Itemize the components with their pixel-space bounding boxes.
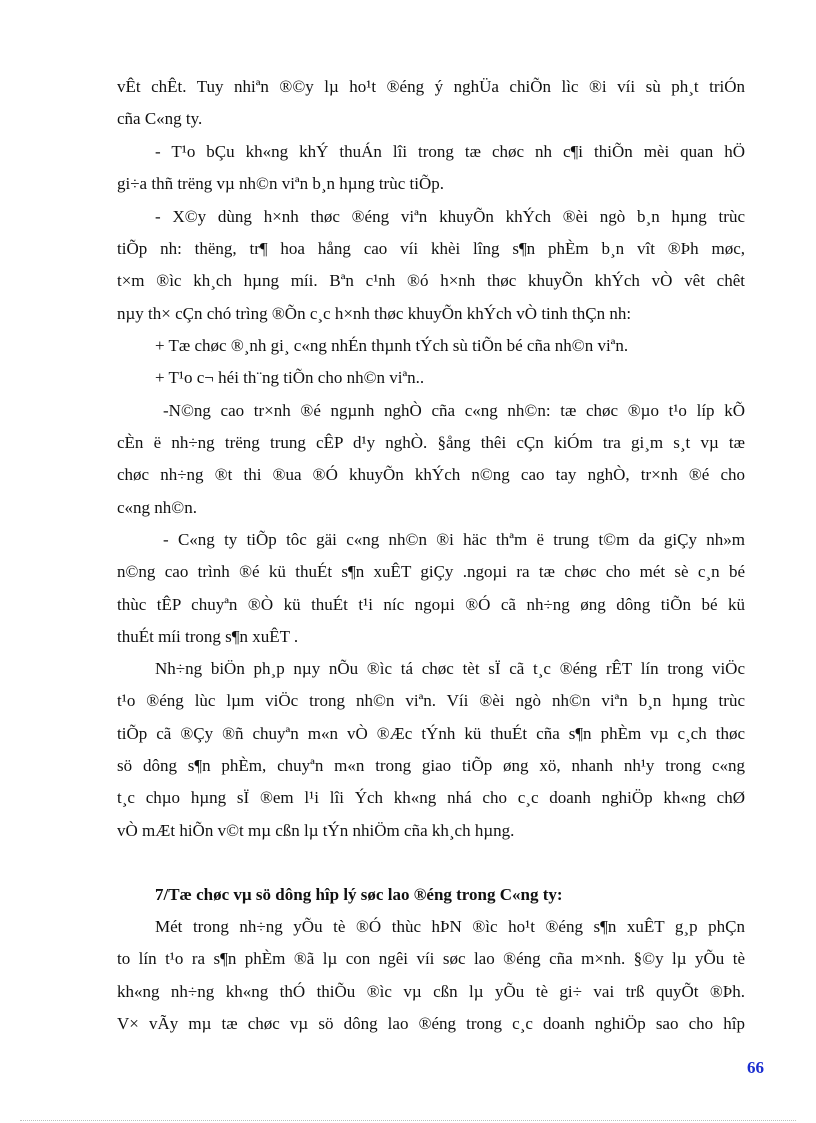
body-line-6: tiÕp nh: thëng, tr¶ hoa hång cao víi khèi lîng s¶n phÈm b¸n vît ®Þh møc,: [117, 239, 745, 258]
body-line-14: c«ng nh©n.: [117, 498, 197, 517]
body-line-11: -N©ng cao tr×nh ®é ngµnh nghÒ cña c«ng nh©n: tæ chøc ®µo t¹o líp kÕ: [163, 401, 745, 420]
section-line-2: to lín t¹o ra s¶n phÈm ®ã lµ con ngêi víi søc lao ®éng cña m×nh. §©y lµ yÕu tè: [117, 949, 745, 968]
body-line-22: sö dông s¶n phÈm, chuyªn m«n trong giao tiÕp øng xö, nhanh nh¹y trong c«ng: [117, 756, 745, 775]
body-line-23: t¸c chµo hµng sÏ ®em l¹i lîi Ých kh«ng nhá cho c¸c doanh nghiÖp kh«ng chØ: [117, 788, 745, 807]
body-line-12: cÈn ë nh÷ng trëng trung cÊP d¹y nghÒ. §ång thêi cÇn kiÓm tra gi¸m s¸t vµ tæ: [117, 433, 745, 452]
body-line-17: thùc tÊP chuyªn ®Ò kü thuÉt t¹i níc ngoµi ®Ó cã nh÷ng øng dông tiÕn bé kü: [117, 595, 745, 614]
section-line-4: V× vÃy mµ tæ chøc vµ sö dông lao ®éng trong c¸c doanh nghiÖp sao cho hîp: [117, 1014, 745, 1033]
body-line-13: chøc nh÷ng ®t thi ®ua ®Ó khuyÕn khÝch n©ng cao tay nghÒ, tr×nh ®é cho: [117, 465, 745, 484]
body-line-4: gi÷a thñ trëng vµ nh©n viªn b¸n hµng trùc tiÕp.: [117, 174, 444, 193]
body-line-2: cña C«ng ty.: [117, 109, 203, 128]
section-heading: 7/Tæ chøc vµ sö dông hîp lý søc lao ®éng trong C«ng ty:: [155, 885, 563, 904]
body-line-24: vÒ mÆt hiÕn v©t mµ cßn lµ tÝn nhiÖm cña kh¸ch hµng.: [117, 821, 515, 840]
body-line-10: + T¹o c¬ héi th¨ng tiÕn cho nh©n viªn..: [155, 368, 425, 387]
body-line-20: t¹o ®éng lùc lµm viÖc trong nh©n viªn. Víi ®èi ngò nh©n viªn b¸n hµng trùc: [117, 691, 745, 710]
section-line-1: Mét trong nh÷ng yÕu tè ®Ó thùc hÞN ®ìc ho¹t ®éng s¶n xuÊT g¸p phÇn: [155, 917, 745, 936]
body-line-9: + Tæ chøc ®¸nh gi¸ c«ng nhÉn thµnh tÝch sù tiÕn bé cña nh©n viªn.: [155, 336, 629, 355]
body-line-1: vÊt chÊt. Tuy nhiªn ®©y lµ ho¹t ®éng ý nghÜa chiÕn lìc ®i víi sù ph¸t triÓn: [117, 77, 745, 96]
body-line-7: t×m ®ìc kh¸ch hµng míi. Bªn c¹nh ®ó h×nh thøc khuyÕn khÝch vÒ vêt chêt: [117, 271, 745, 290]
page-bottom-divider: [20, 1120, 796, 1121]
body-line-18: thuÉt míi trong s¶n xuÊT .: [117, 627, 299, 646]
body-line-19: Nh÷ng biÖn ph¸p nµy nÕu ®ìc tá chøc tèt sÏ cã t¸c ®éng rÊT lín trong viÖc: [155, 659, 745, 678]
body-line-21: tiÕp cã ®Çy ®ñ chuyªn m«n vÒ ®Æc tÝnh kü thuÉt cña s¶n phÈm vµ c¸ch thøc: [117, 724, 745, 743]
page-number: 66: [747, 1058, 764, 1077]
body-line-15: - C«ng ty tiÕp tôc gäi c«ng nh©n ®i häc thªm ë trung t©m da giÇy nh»m: [163, 530, 745, 549]
body-line-16: n©ng cao trình ®é kü thuÉt s¶n xuÊT giÇy .ngoµi ra tæ chøc cho mét sè c¸n bé: [117, 562, 745, 581]
body-line-5: - X©y dùng h×nh thøc ®éng viªn khuyÕn khÝch ®èi ngò b¸n hµng trùc: [155, 207, 745, 226]
body-line-3: - T¹o bÇu kh«ng khÝ thuÁn lîi trong tæ chøc nh c¶i thiÕn mèi quan hÖ: [155, 142, 745, 161]
section-line-3: kh«ng nh÷ng kh«ng thÓ thiÕu ®ìc vµ cßn lµ yÕu tè gi÷ vai trß quyÕt ®Þh.: [117, 982, 745, 1001]
body-line-8: nµy th× cÇn chó trìng ®Õn c¸c h×nh thøc khuyÕn khÝch vÒ tinh thÇn nh:: [117, 304, 632, 323]
